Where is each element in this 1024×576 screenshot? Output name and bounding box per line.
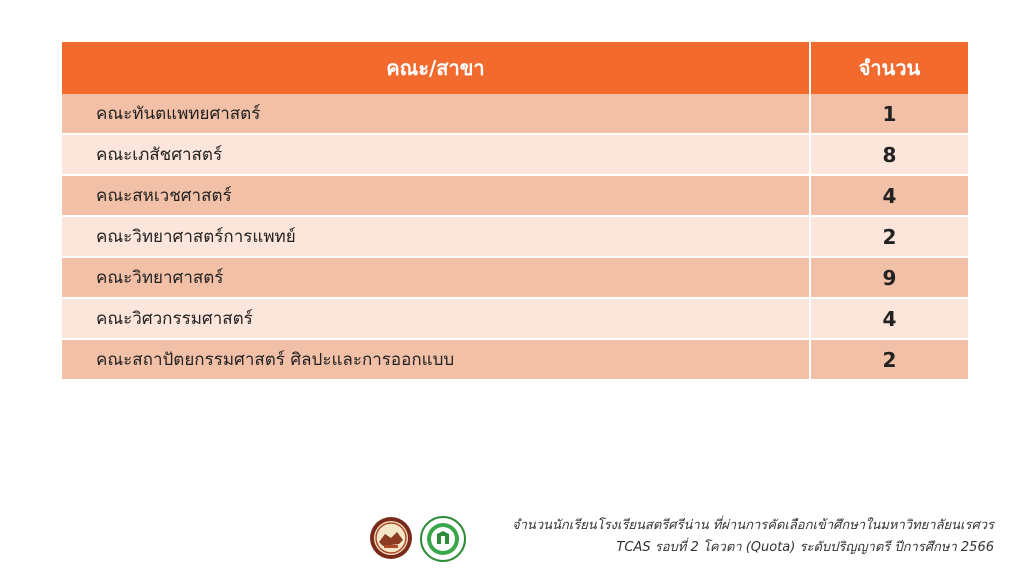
faculty-cell: คณะวิทยาศาสตร์ [62,257,810,298]
count-cell: 2 [810,216,968,257]
header-count: จำนวน [858,56,921,80]
footer-line-2: TCAS รอบที่ 2 โควตา (Quota) ระดับปริญญาตรี ปีการศึกษา 2566 [616,540,994,555]
table-row [62,339,968,379]
table-row [62,134,968,175]
table-row [62,216,968,257]
faculty-cell: คณะสหเวชศาสตร์ [62,175,810,216]
school-emblem-icon [369,516,413,560]
faculty-cell: คณะสถาปัตยกรรมศาสตร์ ศิลปะและการออกแบบ [62,339,810,379]
count-cell: 4 [810,298,968,339]
faculty-cell: คณะวิศวกรรมศาสตร์ [62,298,810,339]
table-row [62,298,968,339]
table-row [62,94,968,134]
count-cell: 4 [810,175,968,216]
table-header-row [62,42,968,94]
count-cell: 8 [810,134,968,175]
header-faculty: คณะ/สาขา [62,42,810,94]
count-cell: 2 [810,339,968,379]
count-cell: 9 [810,257,968,298]
faculty-cell: คณะเภสัชศาสตร์ [62,134,810,175]
footer-line-1: จำนวนนักเรียนโรงเรียนสตรีศรีน่าน ที่ผ่านการคัดเลือกเข้าศึกษาในมหาวิทยาลัยนเรศวร [512,518,994,533]
count-cell: 1 [882,101,897,126]
results-table [62,42,968,379]
table-row [62,175,968,216]
table-row [62,257,968,298]
footer-caption [512,515,994,559]
faculty-cell: คณะทันตแพทยศาสตร์ [62,94,810,134]
university-seal-icon [420,516,466,562]
faculty-cell: คณะวิทยาศาสตร์การแพทย์ [62,216,810,257]
